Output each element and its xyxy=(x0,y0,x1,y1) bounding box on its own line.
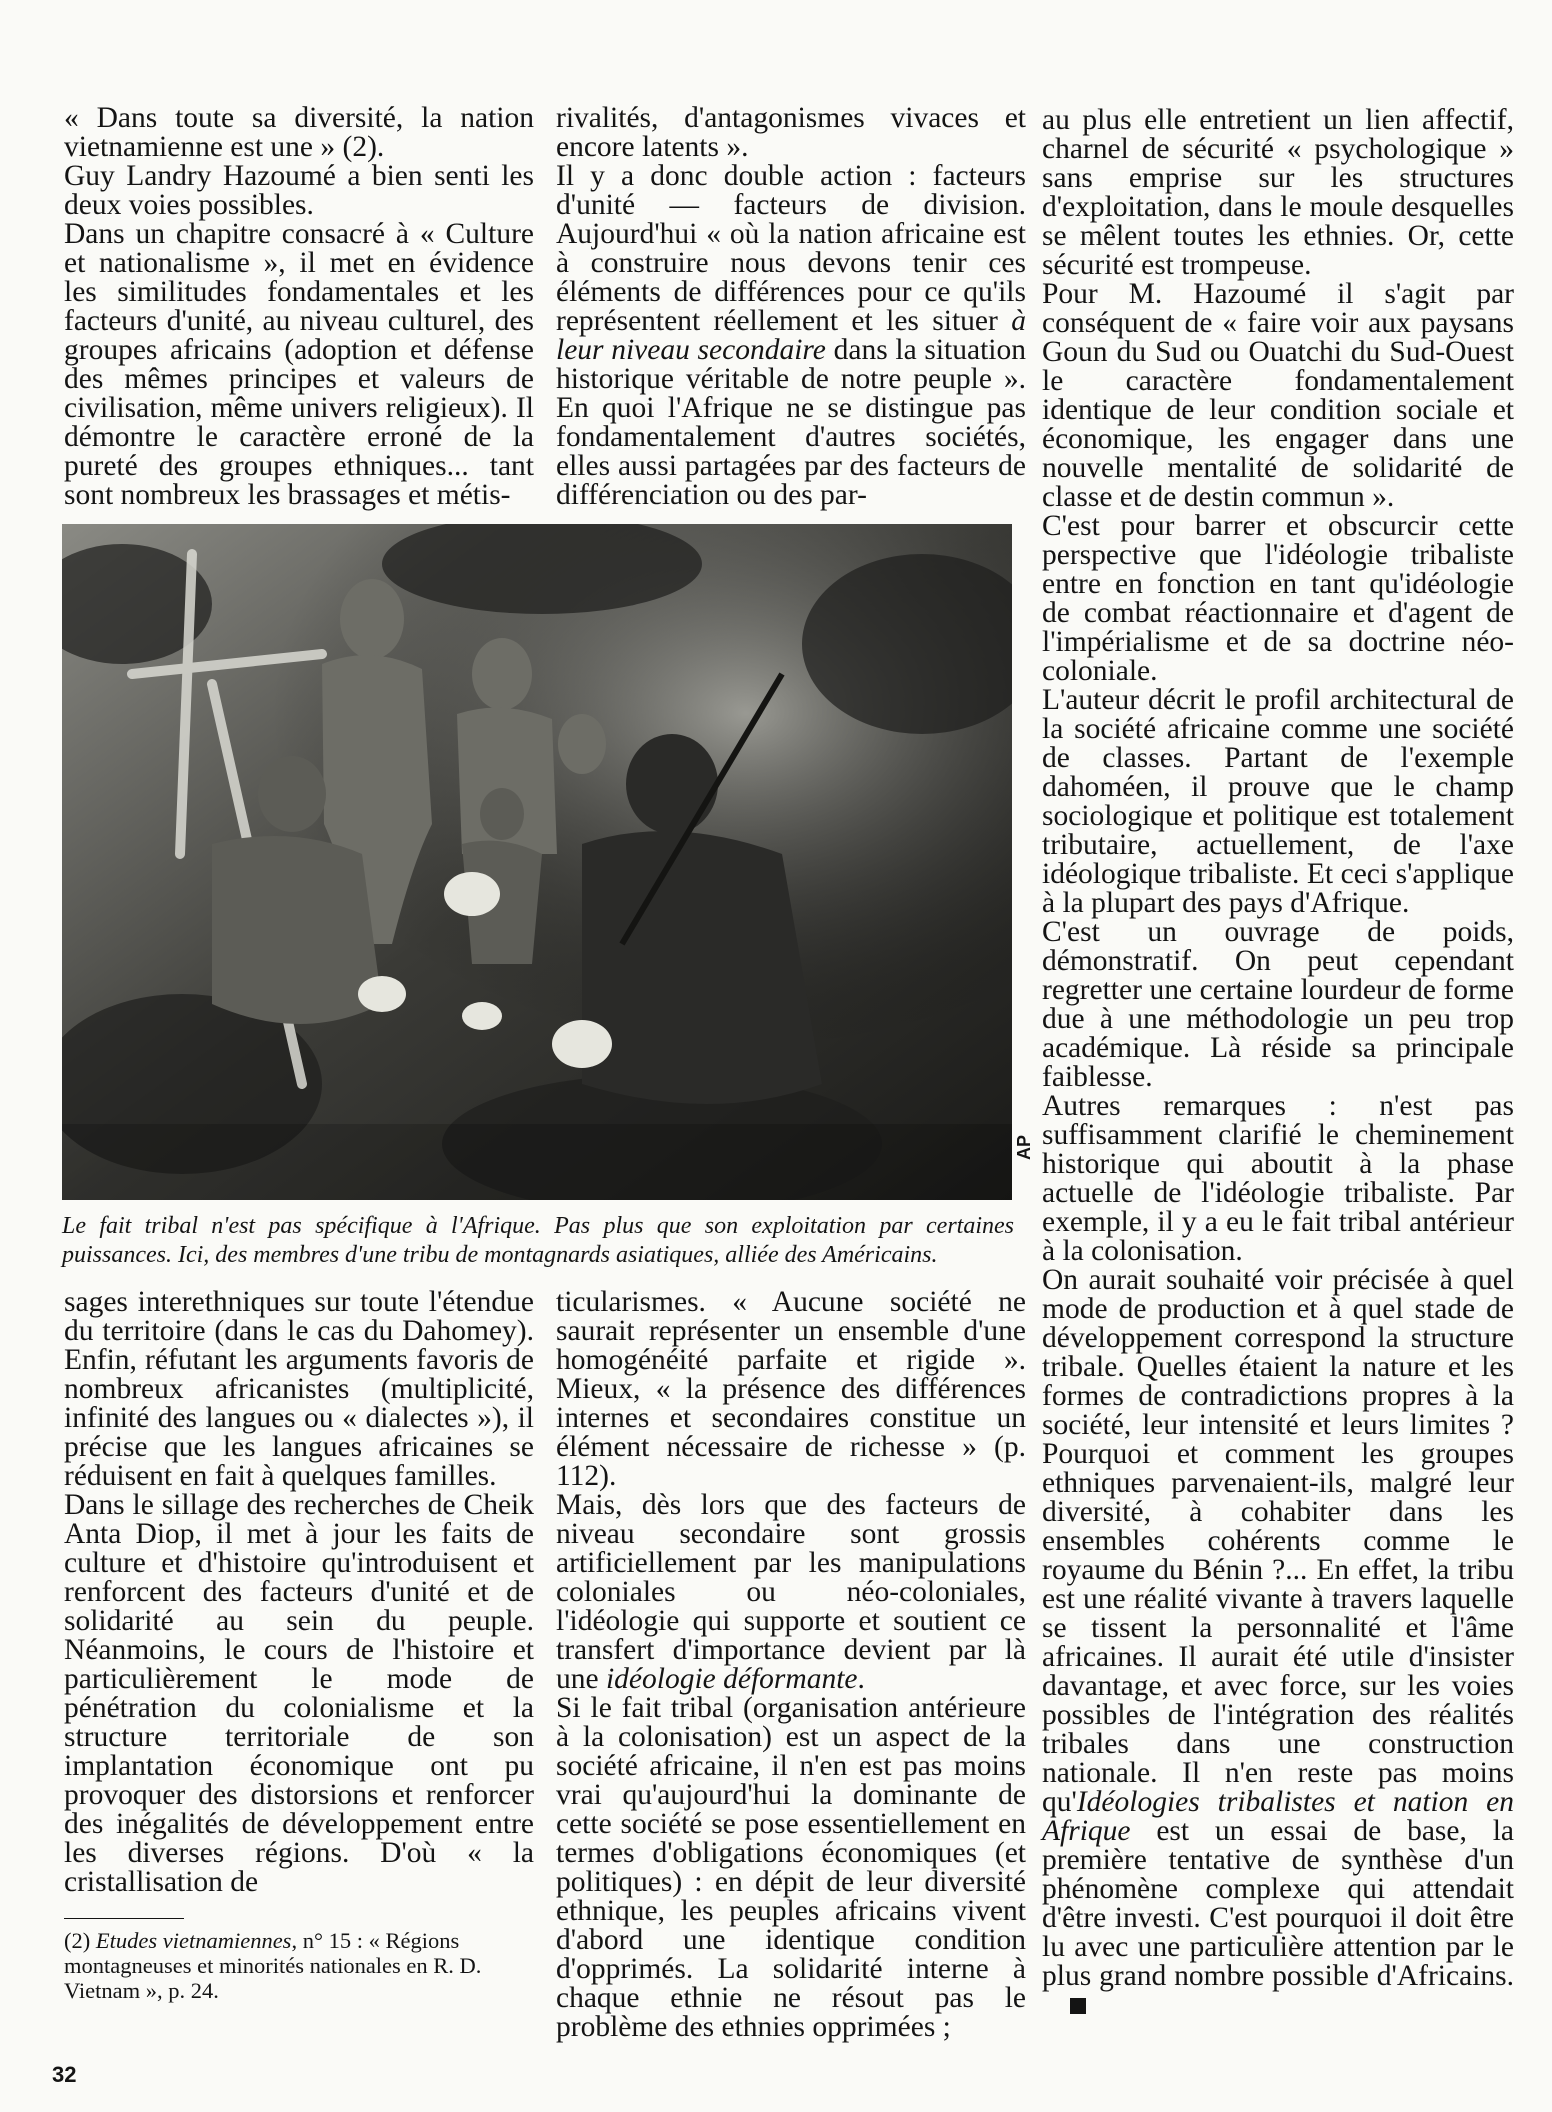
column-1-bottom xyxy=(64,1288,534,1897)
footnote-journal: Etudes vietnamiennes xyxy=(95,1928,292,1953)
text-run: On aurait souhaité voir précisée à quel mode de production et à quel stade de développement correspond la structure tribale. Quelles étaient la nature et les formes de contradictions propres à la société, leur intensité et leurs limites ? Pourquoi et comment les groupes ethniques parvenaient-ils, malgré leur diversité, à cohabiter dans les ensembles cohérents comme le royaume du Bénin ?... En effet, la tribu est une réalité vivante à travers laquelle se tissent la personnalité et l'âme africaines. Il aurait été utile d'insister davantage, et avec force, sur les voies possibles de l'intégration des réalités tribales dans une construction nationale. Il n'en reste pas moins qu' xyxy=(1042,1264,1514,1818)
paragraph: sages interethniques sur toute l'étendue du territoire (dans le cas du Dahomey). Enfin, réfutant les arguments favoris de nombreux africanistes (multiplicité, infinité des langues ou « dialectes »), il précise que les langues africaines se réduisent en fait à quelques familles. xyxy=(64,1286,534,1492)
paragraph: Dans le sillage des recherches de Cheik Anta Diop, il met à jour les faits de culture et d'histoire qu'introduisent et renforcent des facteurs d'unité et de solidarité au sein du peuple. Néanmoins, le cours de l'histoire et particulièrement le mode de pénétration du colonialisme et la structure territoriale de son implantation économique ont pu provoquer des distorsions et renforcer des inégalités de développement entre les diverses régions. D'où « la cristallisation de xyxy=(64,1489,534,1898)
paragraph xyxy=(556,1491,1026,1694)
paragraph: rivalités, d'antagonismes vivaces et encore latents ». xyxy=(556,102,1026,163)
footnote-number: (2) xyxy=(64,1928,96,1953)
paragraph xyxy=(556,162,1026,510)
text-run: dans la situation historique véritable de notre peuple ». En quoi l'Afrique ne se distingue pas fondamentalement d'autres sociétés, elles aussi partagées par des facteurs de différenciation ou des par- xyxy=(556,334,1026,511)
footnote-rule xyxy=(64,1918,184,1919)
paragraph: Dans un chapitre consacré à « Culture et nationalisme », il met en évidence les similitudes fondamentales et les facteurs d'unité, au niveau culturel, des groupes africains (adoption et défense des mêmes principes et valeurs de civilisation, même univers religieux). Il démontre le caractère erroné de la pureté des groupes ethniques... tant sont nombreux les brassages et métis- xyxy=(64,218,534,511)
tribe-photograph xyxy=(62,524,1012,1200)
paragraph: Si le fait tribal (organisation antérieure à la colonisation) est un aspect de la société africaine, il n'en est pas moins vrai qu'aujourd'hui la dominante de cette société se pose essentiellement en termes d'obligations économiques (et politiques) : en dépit de leur diversité ethnique, les peuples africains vivent d'abord une identique condition d'opprimés. La solidarité interne à chaque ethnie ne résout pas le problème des ethnies opprimées ; xyxy=(556,1692,1026,2043)
column-3 xyxy=(1042,106,1514,2020)
photo-credit: AP xyxy=(1014,1134,1034,1160)
paragraph: ticularismes. « Aucune société ne saurait représenter un ensemble d'une homogénéité parfaite et rigide ». Mieux, « la présence des différences internes et secondaires constitue un élément nécessaire de richesse » (p. 112). xyxy=(556,1286,1026,1492)
paragraph: C'est un ouvrage de poids, démonstratif. On peut cependant regretter une certaine lourdeur de forme due à une méthodologie un peu trop académique. Là réside sa principale faiblesse. xyxy=(1042,916,1514,1093)
paragraph xyxy=(1042,1266,1514,2020)
text-run: est un essai de base, la première tentative de synthèse d'un phénomène complexe qui attendait d'être investi. C'est pourquoi il doit être lu avec une particulière attention par le plus grand nombre possible d'Africains. xyxy=(1042,1815,1514,1992)
paragraph: au plus elle entretient un lien affectif, charnel de sécurité « psychologique » sans emprise sur les structures d'exploitation, dans le moule desquelles se mêlent toutes les ethnies. Or, cette sécurité est trompeuse. xyxy=(1042,104,1514,281)
emphasis: idéologie déformante xyxy=(605,1663,858,1695)
emphasis: à leur niveau secondaire xyxy=(556,305,1026,366)
page-number: 32 xyxy=(52,2062,77,2087)
paragraph: Guy Landry Hazoumé a bien senti les deux voies possibles. xyxy=(64,160,534,221)
photograph-illustration xyxy=(62,524,1012,1200)
column-2-top xyxy=(556,104,1026,510)
paragraph: « Dans toute sa diversité, la nation vietnamienne est une » (2). xyxy=(64,102,534,163)
paragraph: L'auteur décrit le profil architectural de la société africaine comme une société de classes. Partant de l'exemple dahoméen, il prouve que le champ sociologique et politique est totalement tributaire, actuellement, de l'axe idéologique tribaliste. Et ceci s'applique à la plupart des pays d'Afrique. xyxy=(1042,684,1514,919)
column-2-bottom xyxy=(556,1288,1026,2042)
end-of-article-mark xyxy=(1070,1998,1086,2014)
photo-caption: Le fait tribal n'est pas spécifique à l'Afrique. Pas plus que son exploitation par certaines puissances. Ici, des membres d'une tribu de montagnards asiatiques, alliée des Américains. xyxy=(62,1213,1014,1268)
footnote xyxy=(64,1928,514,2003)
paragraph: Autres remarques : n'est pas suffisamment clarifié le cheminement historique qui aboutit à la phase actuelle de l'idéologie tribaliste. Par exemple, il y a eu le fait tribal antérieur à la colonisation. xyxy=(1042,1090,1514,1267)
paragraph: Pour M. Hazoumé il s'agit par conséquent de « faire voir aux paysans Goun du Sud ou Ouatchi du Sud-Ouest le caractère fondamentalement identique de leur condition sociale et économique, les engager dans une nouvelle mentalité de solidarité de classe et de destin commun ». xyxy=(1042,278,1514,513)
text-run: . xyxy=(857,1663,865,1695)
paragraph: C'est pour barrer et obscurcir cette perspective que l'idéologie tribaliste entre en fonction en tant qu'idéologie de combat réactionnaire et d'agent de l'impérialisme et de sa doctrine néo-coloniale. xyxy=(1042,510,1514,687)
column-1-top xyxy=(64,104,534,510)
text-run: Il y a donc double action : facteurs d'unité — facteurs de division. Aujourd'hui « où la nation africaine est à construire nous devons tenir ces éléments de différences pour ce qu'ils représentent réellement et les situer xyxy=(556,160,1026,337)
text-run: Mais, dès lors que des facteurs de niveau secondaire sont grossis artificiellement par les manipulations coloniales ou néo-coloniales, l'idéologie qui supporte et soutient ce transfert d'importance devient par là une xyxy=(556,1489,1026,1695)
footnote-text: , n° 15 : « Régions montagneuses et minorités nationales en R. D. Vietnam », p. 24. xyxy=(64,1928,482,2003)
emphasis: Idéologies tribalistes et nation en Afrique xyxy=(1042,1786,1514,1847)
